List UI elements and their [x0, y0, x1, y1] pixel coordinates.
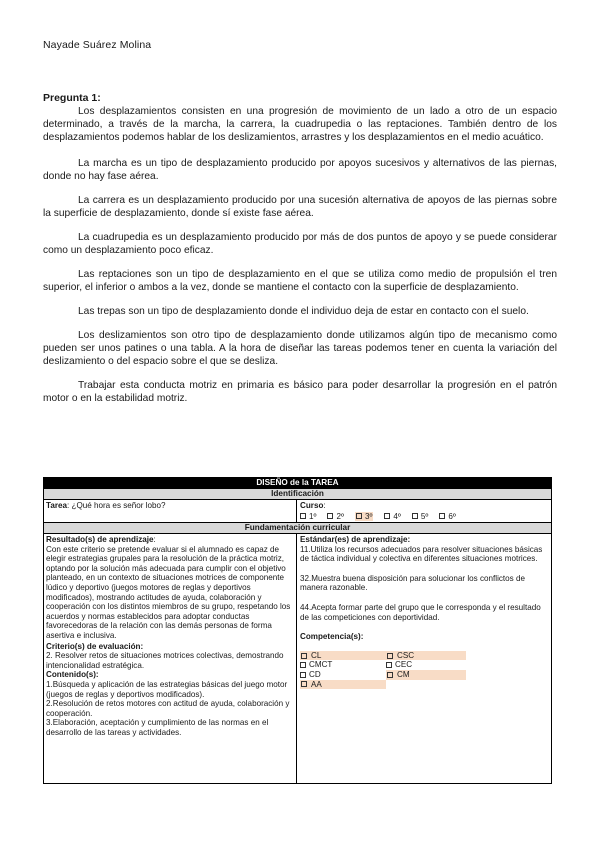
- competencia-label: AA: [311, 679, 322, 689]
- competencia-label: CEC: [395, 660, 413, 670]
- curso-colon: :: [323, 501, 326, 510]
- identification-row: [44, 499, 551, 522]
- course-label: 6º: [448, 511, 456, 521]
- left-column: [44, 534, 297, 783]
- table-title: DISEÑO de la TAREA: [44, 478, 551, 488]
- estandar-item: 32.Muestra buena disposición para solucionar los conflictos de manera razonable.: [300, 573, 525, 593]
- curso-label: Curso: [300, 501, 324, 510]
- competencia-option[interactable]: [300, 660, 386, 670]
- checkbox-icon: [384, 513, 390, 519]
- checkbox-icon: [300, 513, 306, 519]
- estandares-label: Estándar(es) de aprendizaje: [300, 535, 408, 544]
- resultado-colon: :: [153, 535, 156, 544]
- checkbox-icon: [386, 662, 392, 668]
- contenidos-label: Contenido(s): [46, 670, 96, 680]
- criterio-colon: :: [140, 641, 144, 651]
- estandares-colon: :: [407, 535, 411, 544]
- checkbox-icon: [327, 513, 333, 519]
- course-option[interactable]: [300, 512, 316, 522]
- course-label: 2º: [336, 511, 344, 521]
- tarea-cell: [44, 500, 297, 522]
- curriculum-row: [44, 533, 551, 783]
- checkbox-icon: [439, 513, 445, 519]
- competencia-label: CMCT: [309, 660, 333, 670]
- contenidos-colon: :: [95, 670, 99, 680]
- checkbox-icon: [301, 653, 307, 659]
- competencia-label: CL: [311, 650, 322, 660]
- author-name: Nayade Suárez Molina: [43, 39, 152, 51]
- answer-body: [43, 92, 557, 416]
- paragraph: Los desplazamientos consisten en una progresión de movimiento de un lado a otro de un espacio determinado, a través de la marcha, la carrera, la cuadrupedia o las reptaciones. También dentro de los desplazamientos podemos hablar de los deslizamientos, arrastres y los desplazamientos en el medio acuático.: [43, 106, 557, 143]
- paragraph: Las reptaciones son un tipo de desplazamiento en el que se utiliza como medio de propulsión el tren superior, el inferior o ambos a la vez, donde se mantiene el contacto con la superficie de desplazamiento.: [43, 269, 557, 293]
- contenido-item: 3.Elaboración, aceptación y cumplimiento de las normas en el desarrollo de las tareas y actividades.: [46, 718, 269, 737]
- checkbox-icon: [387, 653, 393, 659]
- criterio-label: Criterio(s) de evaluación: [46, 641, 141, 651]
- competencia-option[interactable]: [300, 680, 386, 690]
- competencia-label: CD: [309, 669, 321, 679]
- course-label: 3º: [364, 511, 373, 521]
- question-title: Pregunta 1:: [43, 92, 101, 104]
- competencia-option[interactable]: [300, 670, 386, 680]
- checkbox-icon: [356, 513, 362, 519]
- task-design-table: [43, 477, 552, 784]
- resultado-label: Resultado(s) de aprendizaje: [46, 535, 154, 544]
- estandar-item: 44.Acepta formar parte del grupo que le corresponda y el resultado de las competiciones con deportividad.: [300, 602, 541, 622]
- course-label: 5º: [420, 511, 429, 521]
- checkbox-icon: [412, 513, 418, 519]
- identification-header: Identificación: [44, 488, 551, 499]
- course-label: 1º: [309, 511, 317, 521]
- competencias-colon: :: [360, 632, 364, 642]
- paragraph: Los deslizamientos son otro tipo de desplazamiento donde utilizamos algún tipo de mecanismo como pueden ser unos patines o una tabla. A la hora de diseñar las tareas podemos tener en cuenta la variación del deslizamiento o del espacio sobre el que se desliza.: [43, 330, 557, 367]
- checkbox-icon: [301, 681, 307, 687]
- competencia-option[interactable]: [386, 651, 466, 661]
- fundamentacion-header: Fundamentación curricular: [44, 522, 551, 533]
- criterio-text: 2. Resolver retos de situaciones motrices colectivas, demostrando intencionalidad estratégica.: [46, 651, 284, 670]
- competencias-grid: [300, 651, 548, 689]
- competencia-option[interactable]: [300, 651, 386, 661]
- competencia-option[interactable]: [386, 660, 466, 670]
- curso-cell: [297, 500, 551, 522]
- competencia-label: CSC: [397, 650, 415, 660]
- checkbox-icon: [387, 672, 393, 678]
- right-column: [297, 534, 551, 783]
- estandar-item: 11.Utiliza los recursos adecuados para resolver situaciones básicas de táctica individual y colectiva en diferentes situaciones motrices.: [300, 544, 543, 564]
- checkbox-icon: [300, 672, 306, 678]
- course-option[interactable]: [355, 512, 373, 522]
- course-options: [300, 512, 548, 522]
- course-option[interactable]: [327, 512, 343, 522]
- tarea-label: Tarea: [46, 501, 67, 510]
- course-option[interactable]: [439, 512, 455, 522]
- resultado-text: Con este criterio se pretende evaluar si el alumnado es capaz de elegir estrategias grupales para la resolución de la práctica motriz, optando por la solución más adecuada para cumplir con el objetivo planteado, en un contexto de situaciones motrices de componente lúdico y deportivo (juegos motores de reglas y deportivos modificados), mostrando actitudes de ayuda, colaboración y cooperación con los distintos miembros de su grupo, respetando los acuerdos y normas establecidos para adoptar conductas favorecedoras de la relación con las demás personas de forma asertiva e inclusiva.: [46, 544, 291, 640]
- course-option[interactable]: [412, 512, 428, 522]
- checkbox-icon: [300, 662, 306, 668]
- competencia-option[interactable]: [386, 670, 466, 680]
- competencia-label: CM: [397, 669, 410, 679]
- paragraph: Las trepas son un tipo de desplazamiento donde el individuo deja de estar en contacto con el suelo.: [78, 306, 529, 317]
- contenido-item: 1.Búsqueda y aplicación de las estrategias básicas del juego motor (juegos de reglas y deportivos modificados).: [46, 679, 288, 699]
- competencias-label: Competencia(s): [300, 632, 361, 642]
- paragraph: La carrera es un desplazamiento producido por una sucesión alternativa de apoyos de las piernas sobre la superficie de desplazamiento, donde sí existe fase aérea.: [43, 195, 557, 219]
- tarea-value: : ¿Qué hora es señor lobo?: [67, 501, 166, 510]
- paragraph: La cuadrupedia es un desplazamiento producido por más de dos puntos de apoyo y se puede considerar como un desplazamiento poco eficaz.: [43, 232, 557, 256]
- course-option[interactable]: [384, 512, 400, 522]
- course-label: 4º: [393, 511, 401, 521]
- contenido-item: 2.Resolución de retos motores con actitud de ayuda, colaboración y cooperación.: [46, 699, 290, 718]
- paragraph: Trabajar esta conducta motriz en primaria es básico para poder desarrollar la progresión en el patrón motor o en la estabilidad motriz.: [43, 380, 557, 404]
- paragraph: La marcha es un tipo de desplazamiento producido por apoyos sucesivos y alternativos de las piernas, donde no hay fase aérea.: [43, 158, 557, 182]
